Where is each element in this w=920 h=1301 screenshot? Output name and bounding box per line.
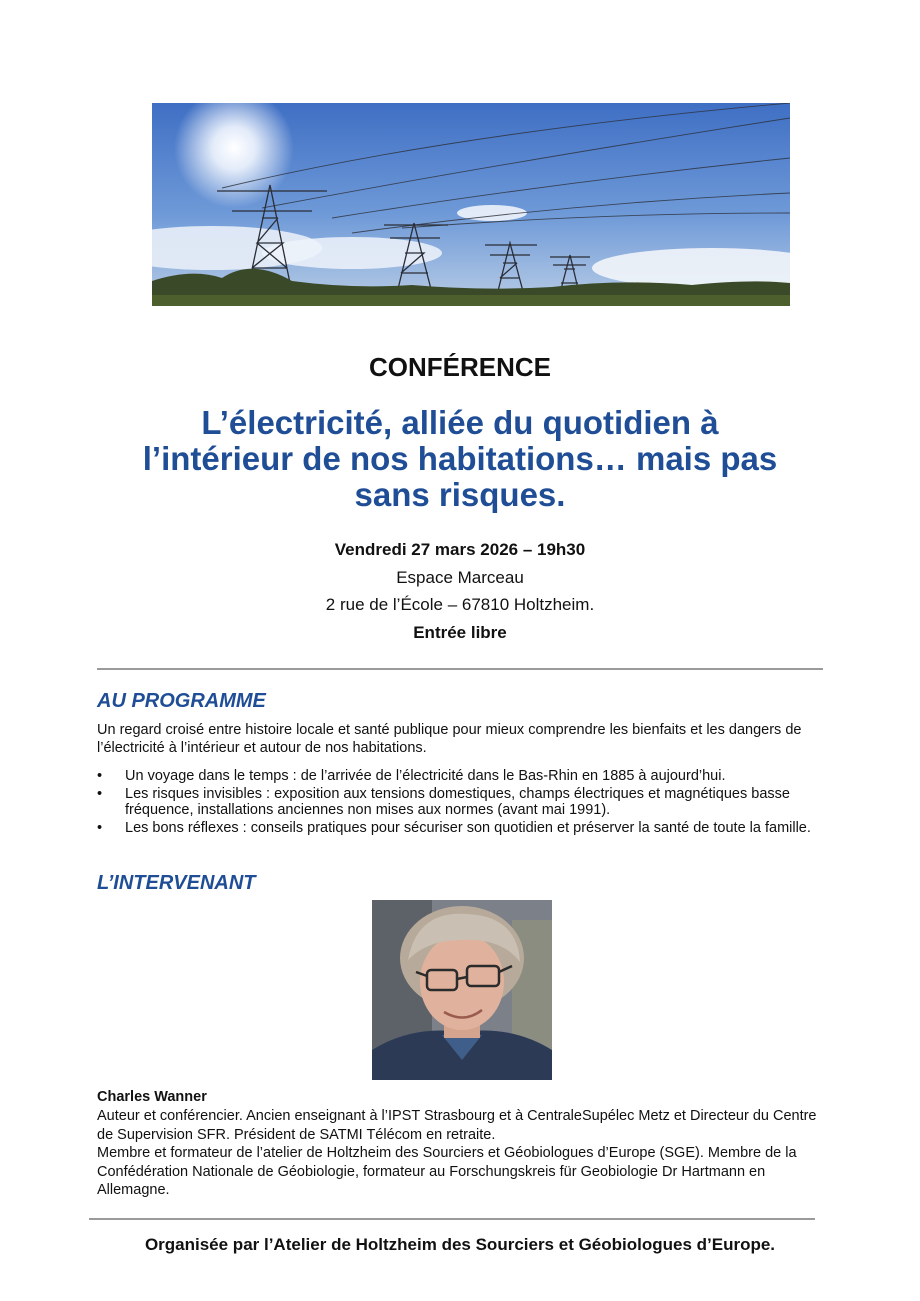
list-item: • Les bons réflexes : conseils pratiques pour sécuriser son quotidien et préserver la santé de toute la famille. (97, 820, 811, 836)
title-line: L’électricité, alliée du quotidien à (201, 404, 719, 441)
title-line: l’intérieur de nos habitations… mais pas (142, 440, 778, 477)
list-item: • Les risques invisibles : exposition aux tensions domestiques, champs électriques et magnétiques basse fréquence, installations anciennes non mises aux normes (avant mai 1991). (97, 786, 790, 818)
list-item: • Un voyage dans le temps : de l’arrivée de l’électricité dans le Bas-Rhin en 1885 à aujourd’hui. (97, 768, 726, 784)
speaker-heading: L’INTERVENANT (97, 872, 256, 894)
divider (89, 1218, 815, 1220)
event-date: Vendredi 27 mars 2026 – 19h30 (334, 540, 586, 559)
bullet-icon: • (97, 820, 103, 836)
title-line: sans risques. (354, 476, 566, 513)
divider (97, 668, 823, 670)
speaker-bio (97, 1107, 832, 1200)
programme-heading: AU PROGRAMME (97, 690, 266, 712)
event-venue: Espace Marceau (396, 568, 524, 587)
speaker-name: Charles Wanner (97, 1089, 207, 1105)
bio-paragraph: Membre et formateur de l’atelier de Holtzheim des Sourciers et Géobiologues d’Europe (SGE). Membre de la Confédération Nationale de Géobiologie, formateur au Forschungskreis für Geobiologie Dr Hartmann en Allemagne. (97, 1145, 797, 1198)
event-entry: Entrée libre (413, 623, 507, 642)
hero-image-power-pylons (152, 103, 790, 306)
bullet-icon: • (97, 768, 103, 784)
organizer-footer: Organisée par l’Atelier de Holtzheim des Sourciers et Géobiologues d’Europe. (144, 1235, 776, 1254)
bullet-icon: • (97, 786, 103, 802)
conference-title (60, 405, 860, 513)
bio-paragraph: Auteur et conférencier. Ancien enseignant à l’IPST Strasbourg et à CentraleSupélec Metz et Directeur du Centre de Supervision SFR. Président de SATMI Télécom en retraite. (97, 1108, 817, 1143)
event-address: 2 rue de l’École – 67810 Holtzheim. (325, 595, 595, 614)
conference-kicker: CONFÉRENCE (368, 352, 551, 382)
programme-intro: Un regard croisé entre histoire locale et santé publique pour mieux comprendre les bienfaits et les dangers de l’électricité à l’intérieur et autour de nos habitations. (97, 722, 802, 756)
programme-list (97, 768, 832, 838)
speaker-photo (372, 900, 552, 1080)
